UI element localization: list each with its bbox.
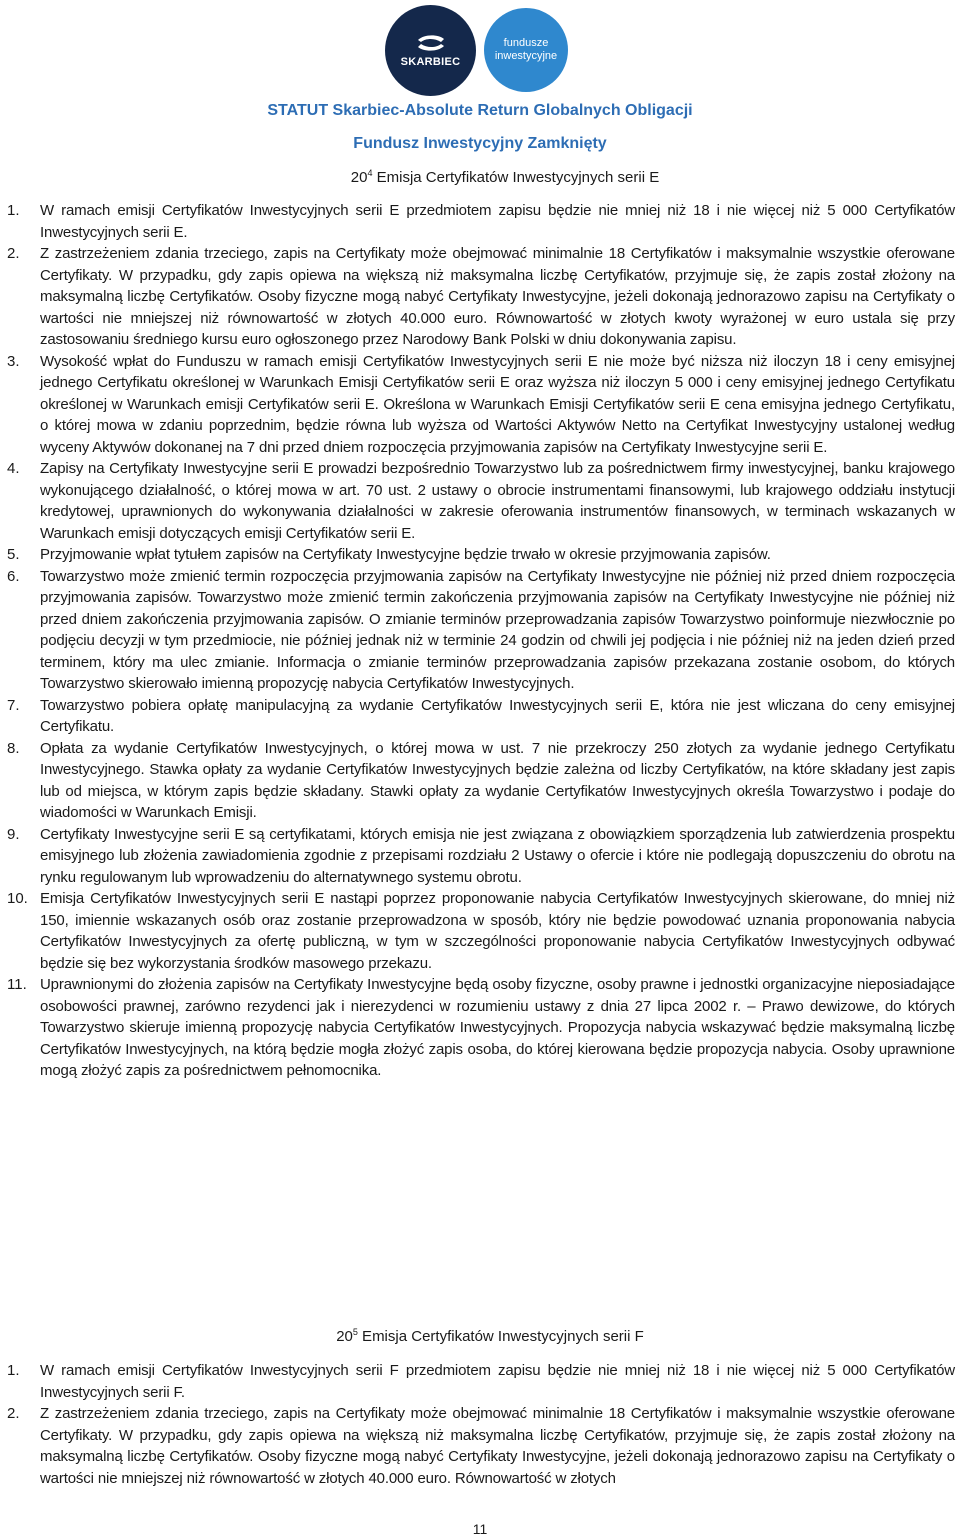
item-text: Uprawnionymi do złożenia zapisów na Certyfikaty Inwestycyjne będą osoby fizyczne, osoby prawne i jednostki organizacyjne nieposiadające osobowości prawnej, zarówno rezydenci jak i nierezydenci w rozumieniu ustawy z dnia 27 lipca 2002 r. – Prawo dewizowe, do których Towarzystwo skieruje imienną propozycję nabycia Certyfikatów Inwestycyjnych. Propozycja nabycia wskazywać będzie maksymalną liczbę Certyfikatów Inwestycyjnych, na którą będzie mogła złożyć zapis osoba, do której kierowana będzie propozycja nabycia. Osoby uprawnione mogą złożyć zapis za pośrednictwem pełnomocnika. [40, 976, 955, 1079]
list-item [0, 1403, 960, 1489]
list-item [0, 695, 960, 738]
item-number: 7. [7, 696, 20, 714]
item-number: 10. [7, 890, 28, 907]
section-number: 20 [350, 169, 368, 186]
list-item [0, 888, 960, 974]
item-text: Zapisy na Certyfikaty Inwestycyjne serii E prowadzi bezpośrednio Towarzystwo lub za pośrednictwem firmy inwestycyjnej, banku krajowego wykonującego działalność, o której mowa w art. 70 ust. 2 ustawy o obrocie instrumentami finansowymi, lub krajowego oddziału instytucji kredytowej, uprawnionych do wykonywania działalności w zakresie oferowania instrumentów finansowych, w terminach wskazanych w Warunkach emisji dotyczących emisji Certyfikatów serii E. [40, 460, 955, 542]
item-number: 2. [7, 245, 20, 262]
list-item [0, 351, 960, 459]
item-number: 5. [7, 546, 20, 563]
item-text: Emisja Certyfikatów Inwestycyjnych serii E nastąpi poprzez proponowanie nabycia Certyfikatów Inwestycyjnych skierowane, do mniej niż 150, imiennie wskazanych osób oraz zostanie przeprowadzona w sposób, który nie będzie powodować uznania proponowania nabycia Certyfikatów Inwestycyjnych za ofertę publiczną, w tym w szczególności proponowanie nabycia Certyfikatów Inwestycyjnych odbywać będzie się bez wykorzystania środków masowego przekazu. [40, 890, 955, 972]
item-number: 4. [7, 460, 20, 477]
item-number: 1. [7, 1362, 20, 1379]
list-item [0, 566, 960, 695]
item-number: 2. [7, 1405, 20, 1422]
item-number: 6. [7, 567, 20, 585]
item-text: W ramach emisji Certyfikatów Inwestycyjnych serii F przedmiotem zapisu będzie nie mniej niż 18 i nie więcej niż 5 000 Certyfikatów Inwestycyjnych serii F. [40, 1362, 955, 1401]
item-number: 11. [7, 976, 27, 993]
header-logos [0, 5, 960, 93]
item-text: Towarzystwo może zmienić termin rozpoczęcia przyjmowania zapisów na Certyfikaty Inwestycyjne nie później niż przed dniem rozpoczęcia przyjmowania zapisów. Towarzystwo może zmienić termin zakończenia przyjmowania zapisów na Certyfikaty Inwestycyjne nie później niż przed dniem zakończenia przyjmowania zapisów. O zmianie terminów przeprowadzania zapisów Towarzystwo poinformuje niezwłocznie po podjęciu decyzji w tym przedmiocie, nie później jednak niż w terminie 24 godzin od chwili jej podjęcia i nie później niż na jeden dzień przed terminem, który ma ulec zmianie. Informacja o zmianie terminów przeprowadzania zapisów przekazana zostanie osobom, do których Towarzystwo skierowało imienną propozycję nabycia Certyfikatów Inwestycyjnych. [40, 567, 955, 692]
item-text: Opłata za wydanie Certyfikatów Inwestycyjnych, o której mowa w ust. 7 nie przekroczy 250 złotych za wydanie jednego Certyfikatu Inwestycyjnego. Stawka opłaty za wydanie Certyfikatów Inwestycyjnych będzie zależna od liczby Certyfikatów, na które składany jest zapis lub od miejsca, w którym zapis będzie składany. Stawki opłaty za wydanie Certyfikatów Inwestycyjnych określa Towarzystwo i podaje do wiadomości w Warunkach Emisji. [40, 739, 955, 821]
item-text: Towarzystwo pobiera opłatę manipulacyjną za wydanie Certyfikatów Inwestycyjnych serii E, która nie jest wliczana do ceny emisyjnej Certyfikatu. [40, 696, 955, 735]
list-item [0, 1360, 960, 1403]
item-number: 3. [7, 352, 20, 370]
logo-line-2: inwestycyjne [494, 50, 558, 62]
item-number: 9. [7, 825, 20, 843]
list-item [0, 243, 960, 351]
fundusze-inwestycyjne-logo [484, 8, 568, 92]
statute-title: STATUT Skarbiec-Absolute Return Globalnych Obligacji [267, 102, 693, 119]
list-item [0, 738, 960, 824]
item-number: 8. [7, 739, 20, 757]
logo-line-1: fundusze [503, 37, 549, 49]
item-text: Certyfikaty Inwestycyjne serii E są certyfikatami, których emisja nie jest związana z obowiązkiem sporządzenia lub zatwierdzenia prospektu emisyjnego lub złożenia zawiadomienia zgodnie z przepisami rozdziału 2 Ustawy o ofercie i które nie podlegają dopuszczeniu do obrotu na rynku regulowanym lub wprowadzeniu do alternatywnego systemu obrotu. [40, 825, 955, 886]
item-text: Z zastrzeżeniem zdania trzeciego, zapis na Certyfikaty może obejmować minimalnie 18 Certyfikatów i maksymalnie wszystkie oferowane Certyfikaty. W przypadku, gdy zapis opiewa na większą niż maksymalna liczbę Certyfikatów, przyjmuje się, że zapis został złożony na maksymalną liczbę Certyfikatów. Osoby fizyczne mogą nabyć Certyfikaty Inwestycyjne, jeżeli dokonają jednorazowo zapisu na Certyfikaty o wartości nie mniejszej niż równowartość w złotych 40.000 euro. Równowartość w złotych [40, 1405, 955, 1487]
section-label: Emisja Certyfikatów Inwestycyjnych serii F [357, 1328, 644, 1345]
skarbiec-mark-icon [414, 34, 448, 52]
section-superscript: 4 [367, 168, 373, 178]
skarbiec-logo [385, 5, 476, 96]
skarbiec-wordmark: SKARBIEC [400, 55, 461, 68]
list-item [0, 544, 960, 566]
series-f-provisions [0, 1360, 960, 1489]
section-superscript: 5 [352, 1327, 358, 1337]
list-item [0, 458, 960, 544]
section-number: 20 [336, 1328, 353, 1345]
section-heading-series-f [10, 1327, 960, 1347]
fund-type-title: Fundusz Inwestycyjny Zamknięty [353, 135, 607, 152]
item-number: 1. [7, 202, 20, 219]
list-item [0, 974, 960, 1082]
section-heading-series-e [25, 168, 960, 188]
series-e-provisions [0, 200, 960, 1082]
item-text: Wysokość wpłat do Funduszu w ramach emisji Certyfikatów Inwestycyjnych serii E nie może być niższa niż iloczyn 18 i ceny emisyjnej jednego Certyfikatu określonej w Warunkach Emisji Certyfikatów serii E oraz wyższa niż iloczyn 5 000 i ceny emisyjnej jednego Certyfikatu określonej w Warunkach emisji Certyfikatów serii E. Określona w Warunkach Emisji Certyfikatów serii E cena emisyjna jednego Certyfikatu, o której mowa w zdaniu poprzednim, będzie równa lub wyższa od Wartości Aktywów Netto na Certyfikat Inwestycyjny ustalonej według wyceny Aktywów dokonanej na 7 dni przed dniem rozpoczęcia przyjmowania zapisów na Certyfikaty Inwestycyjne serii E. [40, 352, 955, 456]
item-text: Z zastrzeżeniem zdania trzeciego, zapis na Certyfikaty może obejmować minimalnie 18 Certyfikatów i maksymalnie wszystkie oferowane Certyfikaty. W przypadku, gdy zapis opiewa na większą niż maksymalna liczbę Certyfikatów, przyjmuje się, że zapis został złożony na maksymalną liczbę Certyfikatów. Osoby fizyczne mogą nabyć Certyfikaty Inwestycyjne, jeżeli dokonają jednorazowo zapisu na Certyfikaty o wartości nie mniejszej niż równowartość w złotych 40.000 euro. Równowartość w złotych kwoty wyrażonej w euro ustala się przy zastosowaniu średniego kursu euro ogłoszonego przez Narodowy Bank Polski w dniu dokonywania zapisu. [40, 245, 955, 348]
list-item [0, 200, 960, 243]
page-number: 11 [472, 1521, 488, 1537]
section-label: Emisja Certyfikatów Inwestycyjnych serii E [372, 169, 660, 186]
item-text: Przyjmowanie wpłat tytułem zapisów na Certyfikaty Inwestycyjne będzie trwało w okresie przyjmowania zapisów. [40, 546, 771, 563]
item-text: W ramach emisji Certyfikatów Inwestycyjnych serii E przedmiotem zapisu będzie nie mniej niż 18 i nie więcej niż 5 000 Certyfikatów Inwestycyjnych serii E. [40, 202, 955, 241]
list-item [0, 824, 960, 889]
